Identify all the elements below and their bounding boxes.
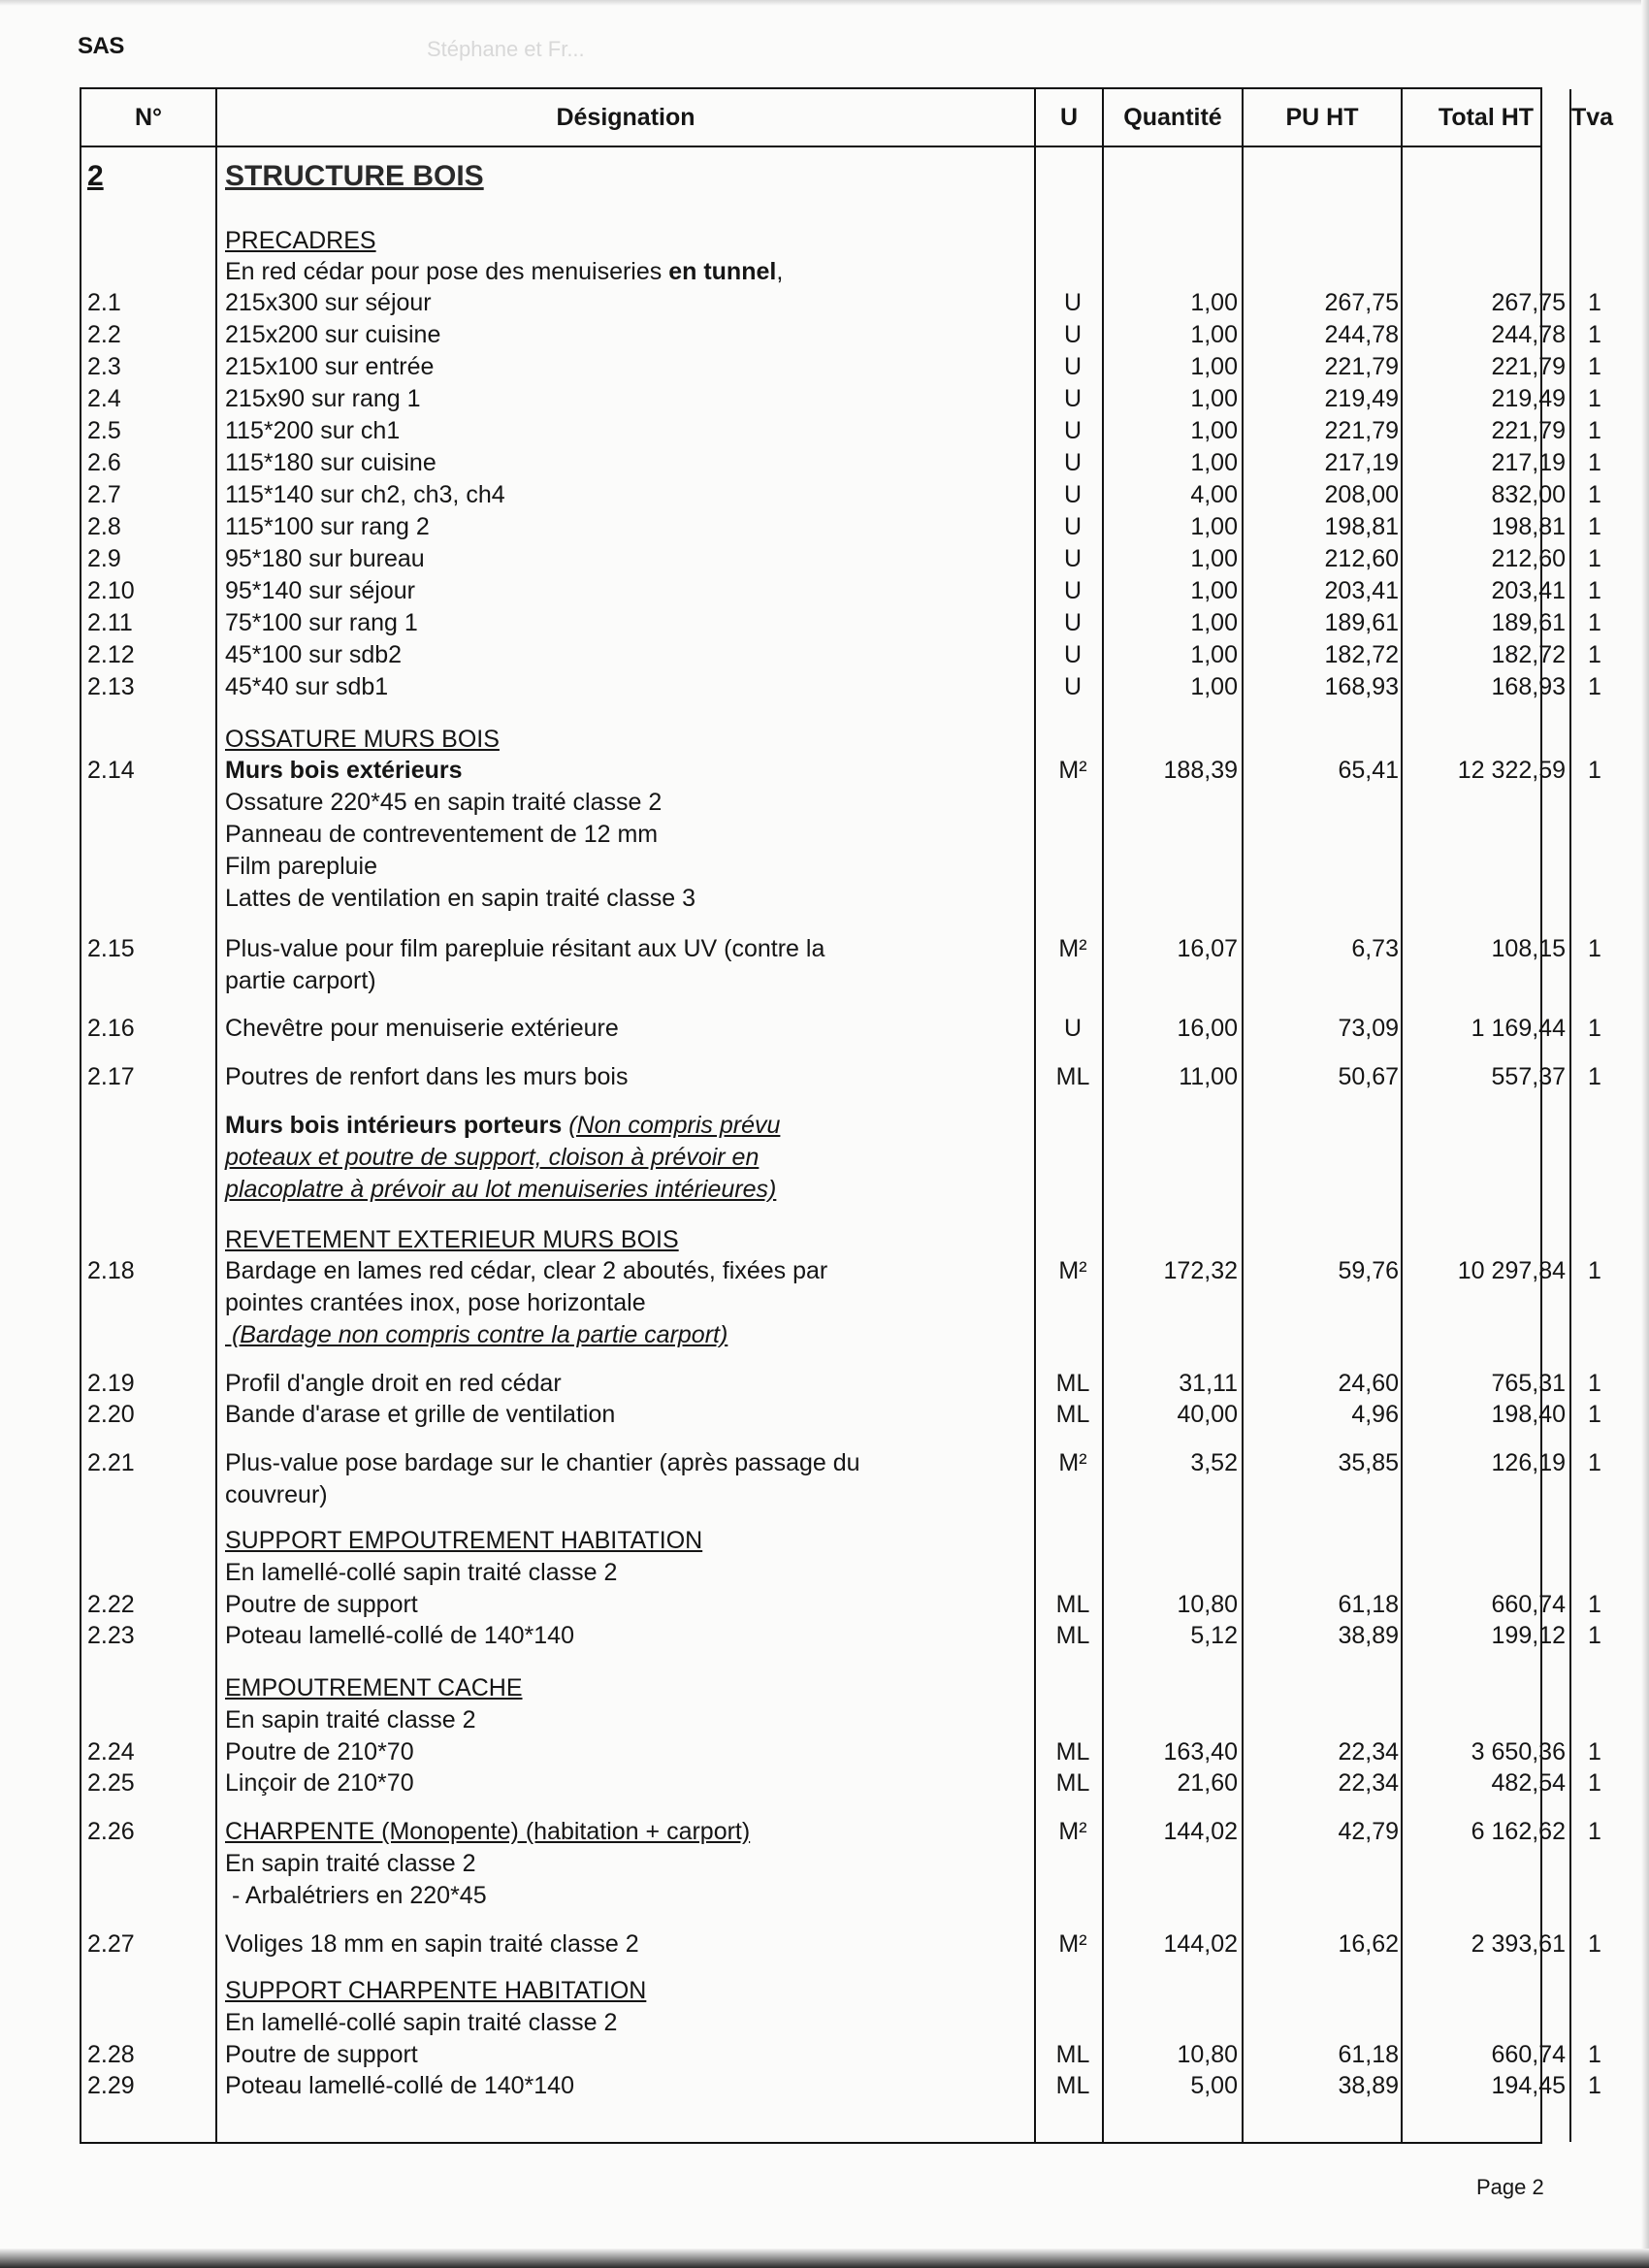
- col-divider: [215, 89, 217, 2142]
- item-number: 2.6: [87, 449, 121, 476]
- item-designation: 215x200 sur cuisine: [225, 321, 441, 348]
- item-vat: 1: [1588, 673, 1601, 700]
- item-quantity: 1,00: [1190, 577, 1238, 604]
- item-unit-price: 16,62: [1338, 1930, 1399, 1958]
- item-unit: ML: [1055, 1769, 1090, 1797]
- item-unit-price: 217,19: [1324, 449, 1399, 476]
- item-quantity: 1,00: [1190, 321, 1238, 348]
- col-divider: [1401, 89, 1403, 2142]
- item-number: 2.4: [87, 385, 121, 412]
- item-vat: 1: [1588, 1738, 1601, 1766]
- col-header-unit-price: PU HT: [1285, 104, 1359, 131]
- item-total: 12 322,59: [1457, 757, 1566, 784]
- item-unit-price: 42,79: [1338, 1818, 1399, 1845]
- group-title-precadres: PRECADRES: [225, 227, 376, 254]
- item-designation: Chevêtre pour menuiserie extérieure: [225, 1015, 619, 1042]
- item-number: 2.8: [87, 513, 121, 540]
- item-quantity: 172,32: [1163, 1257, 1238, 1284]
- item-unit: ML: [1055, 1738, 1090, 1766]
- item-unit-price: 203,41: [1324, 577, 1399, 604]
- item-quantity: 16,07: [1177, 935, 1238, 962]
- item-number: 2.16: [87, 1015, 135, 1042]
- item-unit-price: 6,73: [1351, 935, 1399, 962]
- item-vat: 1: [1588, 757, 1601, 784]
- item-unit-price: 50,67: [1338, 1063, 1399, 1090]
- item-designation: Poteau lamellé-collé de 140*140: [225, 1622, 574, 1649]
- item-total: 3 650,36: [1471, 1738, 1566, 1766]
- item-unit-price: 22,34: [1338, 1738, 1399, 1766]
- item-vat: 1: [1588, 1449, 1601, 1476]
- item-designation: Bardage en lames red cédar, clear 2 aboutés, fixées par pointes crantées inox, pose horizontale (Bardage non compris contre la partie carport): [225, 1257, 828, 1348]
- group-intro-precadres: En red cédar pour pose des menuiseries en tunnel,: [225, 258, 784, 285]
- item-unit-price: 189,61: [1324, 609, 1399, 636]
- item-unit: U: [1063, 513, 1083, 540]
- item-number: 2.9: [87, 545, 121, 572]
- item-unit: ML: [1055, 1063, 1090, 1090]
- group-intro-support-empoutrement: En lamellé-collé sapin traité classe 2: [225, 1559, 618, 1586]
- item-vat: 1: [1588, 609, 1601, 636]
- item-designation: Poutre de support: [225, 1591, 418, 1618]
- group-title-support-charpente: SUPPORT CHARPENTE HABITATION: [225, 1977, 647, 2004]
- item-unit: U: [1063, 385, 1083, 412]
- item-unit: M²: [1058, 1449, 1087, 1476]
- item-designation: 215x100 sur entrée: [225, 353, 435, 380]
- item-designation: 95*140 sur séjour: [225, 577, 415, 604]
- bleed-through-text: Stéphane et Fr...: [427, 37, 585, 61]
- item-number: 2.14: [87, 757, 135, 784]
- item-unit-price: 61,18: [1338, 2041, 1399, 2068]
- item-number: 2.13: [87, 673, 135, 700]
- item-number: 2.11: [87, 609, 133, 636]
- item-quantity: 10,80: [1177, 2041, 1238, 2068]
- item-number: 2.24: [87, 1738, 135, 1766]
- item-unit: ML: [1055, 2072, 1090, 2099]
- item-designation: Bande d'arase et grille de ventilation: [225, 1401, 616, 1428]
- item-quantity: 1,00: [1190, 353, 1238, 380]
- group-intro-empoutrement-cache: En sapin traité classe 2: [225, 1706, 476, 1733]
- item-unit: U: [1063, 641, 1083, 668]
- item-vat: 1: [1588, 1769, 1601, 1797]
- item-designation: 115*180 sur cuisine: [225, 449, 436, 476]
- quote-table: [80, 87, 1614, 2144]
- item-quantity: 1,00: [1190, 641, 1238, 668]
- item-number: 2.10: [87, 577, 135, 604]
- item-unit: U: [1063, 321, 1083, 348]
- item-quantity: 144,02: [1163, 1818, 1238, 1845]
- item-unit-price: 244,78: [1324, 321, 1399, 348]
- item-unit-price: 38,89: [1338, 2072, 1399, 2099]
- item-designation: Poutre de 210*70: [225, 1738, 414, 1766]
- item-unit-price: 59,76: [1338, 1257, 1399, 1284]
- item-designation: Poutre de support: [225, 2041, 418, 2068]
- item-total: 1 169,44: [1471, 1015, 1566, 1042]
- item-unit-price: 22,34: [1338, 1769, 1399, 1797]
- item-total: 267,75: [1491, 289, 1566, 316]
- item-quantity: 188,39: [1163, 757, 1238, 784]
- item-total: 168,93: [1491, 673, 1566, 700]
- item-vat: 1: [1588, 1401, 1601, 1428]
- item-number: 2.2: [87, 321, 121, 348]
- item-total: 2 393,61: [1471, 1930, 1566, 1958]
- col-divider: [1569, 89, 1571, 2142]
- item-number: 2.17: [87, 1063, 135, 1090]
- item-vat: 1: [1588, 321, 1601, 348]
- item-designation: Poteau lamellé-collé de 140*140: [225, 2072, 574, 2099]
- item-total: 660,74: [1491, 2041, 1566, 2068]
- item-designation: 45*40 sur sdb1: [225, 673, 389, 700]
- item-unit-price: 65,41: [1338, 757, 1399, 784]
- item-unit: M²: [1058, 1257, 1087, 1284]
- item-quantity: 144,02: [1163, 1930, 1238, 1958]
- item-total: 182,72: [1491, 641, 1566, 668]
- item-vat: 1: [1588, 353, 1601, 380]
- item-unit-price: 38,89: [1338, 1622, 1399, 1649]
- item-quantity: 5,12: [1190, 1622, 1238, 1649]
- item-unit-price: 73,09: [1338, 1015, 1399, 1042]
- table-header: [81, 89, 1614, 147]
- item-unit: M²: [1058, 1818, 1087, 1845]
- item-number: 2.18: [87, 1257, 135, 1284]
- item-total: 244,78: [1491, 321, 1566, 348]
- item-designation: Profil d'angle droit en red cédar: [225, 1370, 562, 1397]
- item-vat: 1: [1588, 1257, 1601, 1284]
- item-number: 2.27: [87, 1930, 135, 1958]
- item-unit: U: [1063, 481, 1083, 508]
- item-unit: ML: [1055, 1370, 1090, 1397]
- interior-walls-note: Murs bois intérieurs porteurs (Non compris prévu poteaux et poutre de support, cloison à prévoir en placoplatre à prévoir au lot menuiseries intérieures): [225, 1112, 781, 1203]
- item-total: 194,45: [1491, 2072, 1566, 2099]
- item-number: 2.21: [87, 1449, 135, 1476]
- item-unit-price: 168,93: [1324, 673, 1399, 700]
- item-unit-price: 221,79: [1324, 417, 1399, 444]
- item-unit: ML: [1055, 2041, 1090, 2068]
- item-total: 108,15: [1491, 935, 1566, 962]
- item-quantity: 10,80: [1177, 1591, 1238, 1618]
- item-designation: 215x300 sur séjour: [225, 289, 432, 316]
- item-unit: M²: [1058, 935, 1087, 962]
- group-title-revetement: REVETEMENT EXTERIEUR MURS BOIS: [225, 1226, 679, 1253]
- item-number: 2.7: [87, 481, 121, 508]
- item-number: 2.5: [87, 417, 121, 444]
- item-number: 2.1: [87, 289, 121, 316]
- item-vat: 1: [1588, 2041, 1601, 2068]
- item-unit: ML: [1055, 1622, 1090, 1649]
- item-quantity: 1,00: [1190, 673, 1238, 700]
- col-header-unit: U: [1059, 104, 1079, 131]
- item-vat: 1: [1588, 1063, 1601, 1090]
- item-unit: U: [1063, 673, 1083, 700]
- item-total: 219,49: [1491, 385, 1566, 412]
- item-vat: 1: [1588, 1370, 1601, 1397]
- item-vat: 1: [1588, 1818, 1601, 1845]
- item-unit-price: 24,60: [1338, 1370, 1399, 1397]
- item-designation: Plus-value pour film parepluie résitant aux UV (contre la partie carport): [225, 935, 825, 994]
- item-quantity: 1,00: [1190, 545, 1238, 572]
- item-unit-price: 35,85: [1338, 1449, 1399, 1476]
- item-unit-price: 4,96: [1351, 1401, 1399, 1428]
- item-designation: 115*140 sur ch2, ch3, ch4: [225, 481, 505, 508]
- item-unit: U: [1063, 353, 1083, 380]
- item-quantity: 5,00: [1190, 2072, 1238, 2099]
- item-vat: 1: [1588, 481, 1601, 508]
- item-total: 482,54: [1491, 1769, 1566, 1797]
- item-number: 2.26: [87, 1818, 135, 1845]
- col-header-vat: Tva: [1571, 104, 1614, 131]
- group-intro-support-charpente: En lamellé-collé sapin traité classe 2: [225, 2009, 618, 2036]
- item-unit: ML: [1055, 1401, 1090, 1428]
- item-number: 2.20: [87, 1401, 135, 1428]
- item-unit: U: [1063, 609, 1083, 636]
- item-unit-price: 219,49: [1324, 385, 1399, 412]
- item-total: 765,31: [1491, 1370, 1566, 1397]
- item-unit: ML: [1055, 1591, 1090, 1618]
- item-vat: 1: [1588, 2072, 1601, 2099]
- col-header-designation: Désignation: [556, 104, 695, 131]
- item-unit: U: [1063, 289, 1083, 316]
- section-title: STRUCTURE BOIS: [225, 160, 484, 192]
- item-quantity: 1,00: [1190, 417, 1238, 444]
- item-number: 2.23: [87, 1622, 135, 1649]
- item-total: 832,00: [1491, 481, 1566, 508]
- company-name: SAS: [78, 33, 124, 59]
- col-divider: [1034, 89, 1036, 2142]
- item-number: 2.29: [87, 2072, 135, 2099]
- scan-edge-bottom: [0, 2249, 1649, 2268]
- group-title-ossature: OSSATURE MURS BOIS: [225, 726, 500, 753]
- item-quantity: 1,00: [1190, 289, 1238, 316]
- item-vat: 1: [1588, 577, 1601, 604]
- item-designation: 115*200 sur ch1: [225, 417, 401, 444]
- item-vat: 1: [1588, 385, 1601, 412]
- item-quantity: 1,00: [1190, 385, 1238, 412]
- item-unit-price: 182,72: [1324, 641, 1399, 668]
- item-designation: Voliges 18 mm en sapin traité classe 2: [225, 1930, 639, 1958]
- item-designation: CHARPENTE (Monopente) (habitation + carport) En sapin traité classe 2 - Arbalétriers en 220*45: [225, 1818, 751, 1909]
- item-number: 2.28: [87, 2041, 135, 2068]
- item-vat: 1: [1588, 1930, 1601, 1958]
- item-unit: M²: [1058, 1930, 1087, 1958]
- item-quantity: 1,00: [1190, 449, 1238, 476]
- item-quantity: 16,00: [1177, 1015, 1238, 1042]
- item-vat: 1: [1588, 417, 1601, 444]
- item-designation: 45*100 sur sdb2: [225, 641, 403, 668]
- item-total: 212,60: [1491, 545, 1566, 572]
- item-designation: Linçoir de 210*70: [225, 1769, 414, 1797]
- item-quantity: 21,60: [1177, 1769, 1238, 1797]
- item-total: 10 297,84: [1457, 1257, 1566, 1284]
- item-quantity: 31,11: [1179, 1370, 1238, 1397]
- item-number: 2.19: [87, 1370, 135, 1397]
- item-number: 2.3: [87, 353, 121, 380]
- item-quantity: 3,52: [1190, 1449, 1238, 1476]
- item-number: 2.22: [87, 1591, 135, 1618]
- item-number: 2.25: [87, 1769, 135, 1797]
- item-total: 198,81: [1491, 513, 1566, 540]
- item-unit-price: 198,81: [1324, 513, 1399, 540]
- item-vat: 1: [1588, 935, 1601, 962]
- item-unit: U: [1063, 545, 1083, 572]
- item-total: 126,19: [1491, 1449, 1566, 1476]
- item-unit-price: 212,60: [1324, 545, 1399, 572]
- item-designation: 95*180 sur bureau: [225, 545, 425, 572]
- item-total: 203,41: [1491, 577, 1566, 604]
- item-unit: U: [1063, 417, 1083, 444]
- item-designation: Plus-value pose bardage sur le chantier (après passage du couvreur): [225, 1449, 860, 1508]
- item-designation: Murs bois extérieurs Ossature 220*45 en sapin traité classe 2 Panneau de contreventement de 12 mm Film parepluie Lattes de ventilation en sapin traité classe 3: [225, 757, 696, 912]
- item-quantity: 1,00: [1190, 609, 1238, 636]
- item-vat: 1: [1588, 513, 1601, 540]
- item-quantity: 11,00: [1179, 1063, 1238, 1090]
- item-designation: Poutres de renfort dans les murs bois: [225, 1063, 629, 1090]
- item-unit-price: 221,79: [1324, 353, 1399, 380]
- scan-edge-top: [0, 0, 1649, 6]
- col-header-quantity: Quantité: [1123, 104, 1222, 131]
- item-vat: 1: [1588, 289, 1601, 316]
- item-quantity: 1,00: [1190, 513, 1238, 540]
- item-designation: 75*100 sur rang 1: [225, 609, 418, 636]
- scan-edge-right: [1641, 0, 1649, 2268]
- section-number: 2: [87, 160, 104, 192]
- item-quantity: 40,00: [1177, 1401, 1238, 1428]
- item-number: 2.15: [87, 935, 135, 962]
- item-total: 198,40: [1491, 1401, 1566, 1428]
- item-unit-price: 208,00: [1324, 481, 1399, 508]
- col-header-total: Total HT: [1438, 104, 1535, 131]
- item-total: 199,12: [1491, 1622, 1566, 1649]
- item-total: 189,61: [1491, 609, 1566, 636]
- item-vat: 1: [1588, 449, 1601, 476]
- item-total: 660,74: [1491, 1591, 1566, 1618]
- item-unit-price: 267,75: [1324, 289, 1399, 316]
- item-unit: U: [1063, 449, 1083, 476]
- group-title-empoutrement-cache: EMPOUTREMENT CACHE: [225, 1674, 523, 1701]
- item-designation: 215x90 sur rang 1: [225, 385, 421, 412]
- group-title-support-empoutrement: SUPPORT EMPOUTREMENT HABITATION: [225, 1527, 703, 1554]
- item-total: 217,19: [1491, 449, 1566, 476]
- col-header-no: N°: [134, 104, 163, 131]
- item-designation: 115*100 sur rang 2: [225, 513, 430, 540]
- item-number: 2.12: [87, 641, 135, 668]
- item-unit-price: 61,18: [1338, 1591, 1399, 1618]
- item-total: 6 162,62: [1471, 1818, 1566, 1845]
- page-number: Page 2: [1476, 2175, 1544, 2199]
- item-quantity: 4,00: [1190, 481, 1238, 508]
- item-vat: 1: [1588, 545, 1601, 572]
- item-quantity: 163,40: [1163, 1738, 1238, 1766]
- item-unit: U: [1063, 1015, 1083, 1042]
- item-vat: 1: [1588, 1591, 1601, 1618]
- item-unit: U: [1063, 577, 1083, 604]
- item-unit: M²: [1058, 757, 1087, 784]
- item-vat: 1: [1588, 1015, 1601, 1042]
- item-vat: 1: [1588, 641, 1601, 668]
- item-total: 557,37: [1491, 1063, 1566, 1090]
- item-total: 221,79: [1491, 353, 1566, 380]
- item-total: 221,79: [1491, 417, 1566, 444]
- item-vat: 1: [1588, 1622, 1601, 1649]
